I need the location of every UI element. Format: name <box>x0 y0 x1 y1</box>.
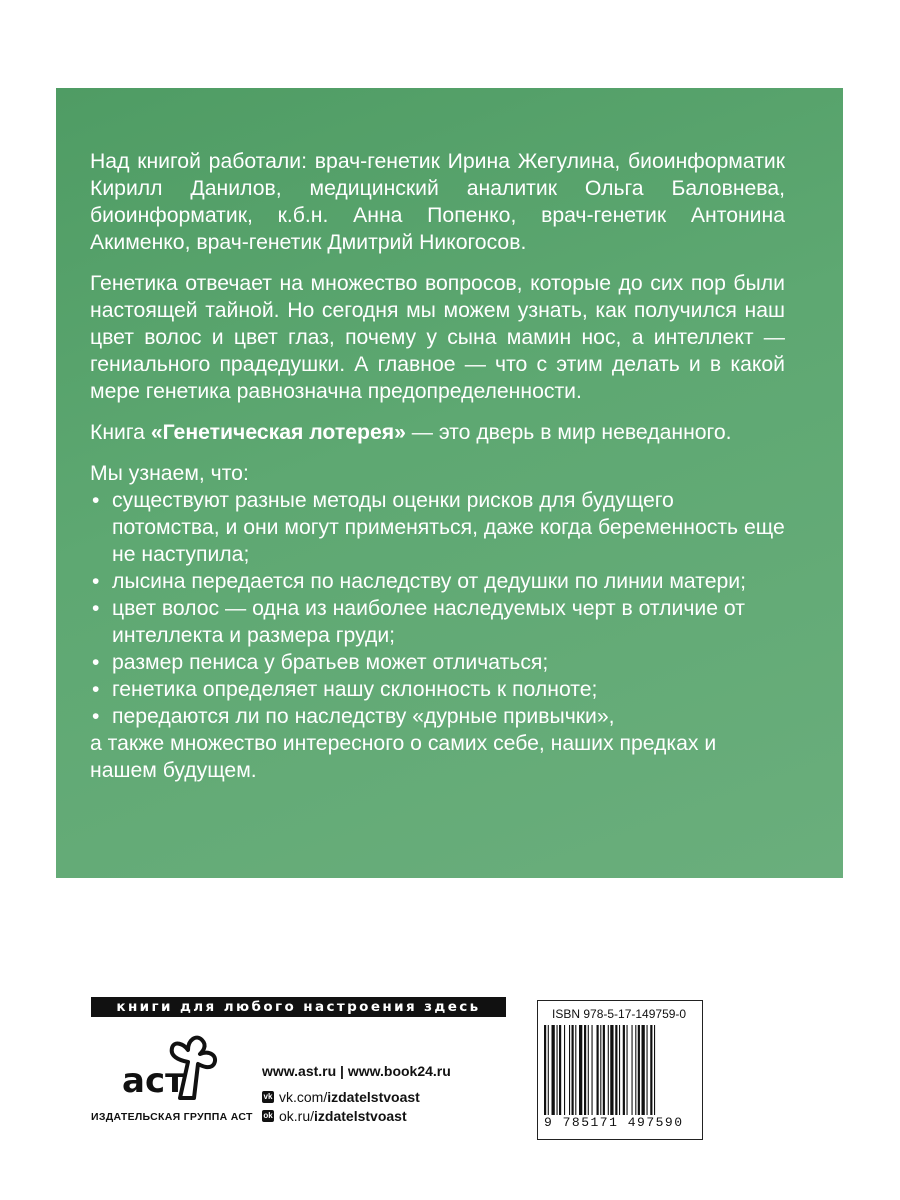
ast-logo <box>118 1030 223 1102</box>
ok-icon: ok <box>263 1111 273 1120</box>
barcode-bar <box>608 1025 609 1115</box>
publisher-links <box>262 1063 451 1127</box>
barcode-bar <box>557 1025 558 1115</box>
barcode-bar <box>635 1025 636 1115</box>
list-item: • передаются ли по наследству «дурные привычки», <box>92 705 615 728</box>
vk-link[interactable]: vk vk.com/ izdatelstvoast <box>263 1089 420 1105</box>
barcode-digits: 9 785171 497590 <box>544 1115 684 1130</box>
barcode-bar <box>632 1025 633 1115</box>
list-item: • лысина передается по наследству от дедушки по линии матери; <box>92 570 746 593</box>
barcode-bar <box>575 1025 576 1115</box>
barcode-bar <box>548 1025 549 1115</box>
barcode-bar <box>552 1025 555 1115</box>
barcode-bar <box>642 1025 645 1115</box>
list-item: • цвет волос — одна из наиболее наследуемых черт в отличие от интеллекта и размера груди; <box>92 597 745 647</box>
barcode-bar <box>654 1025 655 1115</box>
isbn-block <box>537 1000 703 1140</box>
book-prefix: Книга <box>90 421 151 444</box>
book-paragraph <box>90 419 785 446</box>
barcode-bar <box>544 1025 546 1115</box>
barcode-bar <box>603 1025 605 1115</box>
slogan-banner: книги для любого настроения здесь <box>91 997 506 1017</box>
list-item: • генетика определяет нашу склонность к полноте; <box>92 678 598 701</box>
barcode-bar <box>564 1025 565 1115</box>
barcode-bar <box>588 1025 589 1115</box>
ok-link[interactable]: ok ok.ru/ izdatelstvoast <box>263 1108 407 1124</box>
cover-text <box>90 148 785 784</box>
barcode-bar <box>638 1025 640 1115</box>
barcode-bar <box>615 1025 617 1115</box>
barcode-bar <box>600 1025 601 1115</box>
logo-text: аст <box>122 1061 185 1101</box>
facts-list <box>90 487 785 730</box>
book-title: «Генетическая лотерея» <box>150 421 406 444</box>
isbn-number: ISBN 978-5-17-149759-0 <box>552 1007 687 1021</box>
book-suffix: — это дверь в мир неведанного. <box>405 421 732 444</box>
list-item: • размер пениса у братьев может отличаться; <box>92 651 549 674</box>
intro-paragraph: Генетика отвечает на множество вопросов, которые до сих пор были настоящей тайной. Но сегодня мы можем узнать, как получился наш цвет волос и цвет глаз, почему у сына мамин нос, а интеллект — гениального прадедушки. А главное — что с этим делать и в какой мере генетика равнозначна предопределенности. <box>90 272 785 403</box>
publisher-imprint: ИЗДАТЕЛЬСКАЯ ГРУППА АСТ <box>91 1111 253 1123</box>
learn-heading: Мы узнаем, что: <box>90 462 249 485</box>
barcode-bar <box>569 1025 570 1115</box>
closing-paragraph: а также множество интересного о самих себе, наших предках и нашем будущем. <box>90 732 717 782</box>
barcode-bar <box>627 1025 628 1115</box>
barcode-bar <box>559 1025 561 1115</box>
list-item: • существуют разные методы оценки рисков для будущего потомства, и они могут применяться, даже когда беременность еще не наступила; <box>92 489 785 566</box>
back-cover-panel <box>56 88 843 878</box>
barcode-bar <box>647 1025 648 1115</box>
barcode-bar <box>572 1025 574 1115</box>
website-links[interactable]: www.ast.ru | www.book24.ru <box>262 1063 451 1079</box>
barcode-bar <box>610 1025 613 1115</box>
credits-paragraph: Над книгой работали: врач-генетик Ирина Жегулина, биоинформатик Кирилл Данилов, медицинский аналитик Ольга Баловнева, биоинформатик, к.б.н. Анна Попенко, врач-генетик Антонина Акименко, врач-генетик Дмитрий Никогосов. <box>90 150 785 254</box>
barcode-bar <box>579 1025 582 1115</box>
barcode-bar <box>592 1025 593 1115</box>
vk-icon: vk <box>263 1092 273 1101</box>
barcode <box>544 1025 696 1115</box>
barcode-bar <box>623 1025 625 1115</box>
barcode-bar <box>597 1025 599 1115</box>
barcode-bar <box>619 1025 620 1115</box>
barcode-bar <box>584 1025 586 1115</box>
barcode-bar <box>650 1025 652 1115</box>
